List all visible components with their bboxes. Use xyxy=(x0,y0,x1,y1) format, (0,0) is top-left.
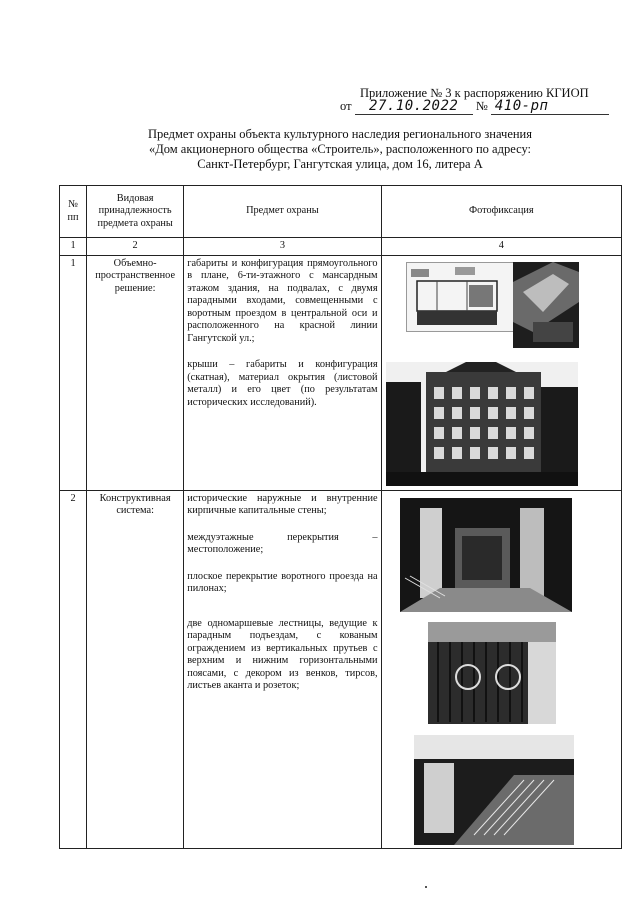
order-number: 410-рп xyxy=(491,98,609,115)
document-title xyxy=(80,127,600,172)
title-line-2: «Дом акционерного общества «Строитель», расположенного по адресу: xyxy=(148,142,532,156)
appendix-label: Приложение № 3 к распоряжению КГИОП xyxy=(360,86,589,100)
number-label: № xyxy=(475,99,488,113)
subject-item: две одномаршевые лестницы, ведущие к парадным подъездам, с кованым ограждением из вертикальных прутьев с верхним и нижним горизонтальными поясами, с декором из венков, тирсов, листьев аканта и розеток; xyxy=(187,617,378,691)
subject-item: крыши – габариты и конфигурация (скатная), материал окрытия (листовой металл) и его цвет (по результатам исторических исследований). xyxy=(187,359,378,408)
col-number: 4 xyxy=(381,238,621,256)
aerial-photo-image xyxy=(513,262,579,348)
header-num: № пп xyxy=(60,186,87,238)
header-photo: Фотофиксация xyxy=(381,186,621,238)
row-subject xyxy=(184,255,381,490)
row-subject xyxy=(184,490,381,848)
railing-photo-image xyxy=(428,622,556,724)
row-num: 2 xyxy=(60,490,87,848)
column-number-row xyxy=(60,238,622,256)
table-header-row xyxy=(60,186,622,238)
order-date: 27.10.2022 xyxy=(355,98,473,115)
col-number: 3 xyxy=(184,238,381,256)
col-number: 1 xyxy=(60,238,87,256)
facade-photo-image xyxy=(386,362,578,486)
subject-item: плоское перекрытие воротного проезда на пилонах; xyxy=(187,570,378,594)
row-type: Конструктивная система: xyxy=(87,490,184,848)
col-number: 2 xyxy=(87,238,184,256)
order-prefix: от xyxy=(340,99,352,113)
order-line xyxy=(340,98,609,115)
row-type: Объемно-пространственное решение: xyxy=(87,255,184,490)
subject-item: исторические наружные и внутренние кирпичные капитальные стены; xyxy=(187,492,378,516)
scan-speck xyxy=(425,886,427,888)
subject-item: габариты и конфигурация прямоугольного в плане, 6-ти-этажного с мансардным этажом здания, на подвалах, с двумя парадными входами, совмещенными с воротным проездом в центральной оси и расположенного на красной линии Гангутской ул.; xyxy=(187,257,378,344)
row-num: 1 xyxy=(60,255,87,490)
header-subject: Предмет охраны xyxy=(184,186,381,238)
title-line-1: Предмет охраны объекта культурного наследия регионального значения xyxy=(147,127,532,141)
staircase-photo-image xyxy=(414,735,574,845)
plan-drawing-image xyxy=(406,262,514,332)
gateway-photo-image xyxy=(400,498,572,612)
subject-item: междуэтажные перекрытия – местоположение; xyxy=(187,531,378,555)
header-type: Видовая принадлежность предмета охраны xyxy=(87,186,184,238)
title-line-3: Санкт-Петербург, Гангутская улица, дом 16, литера А xyxy=(197,157,483,171)
